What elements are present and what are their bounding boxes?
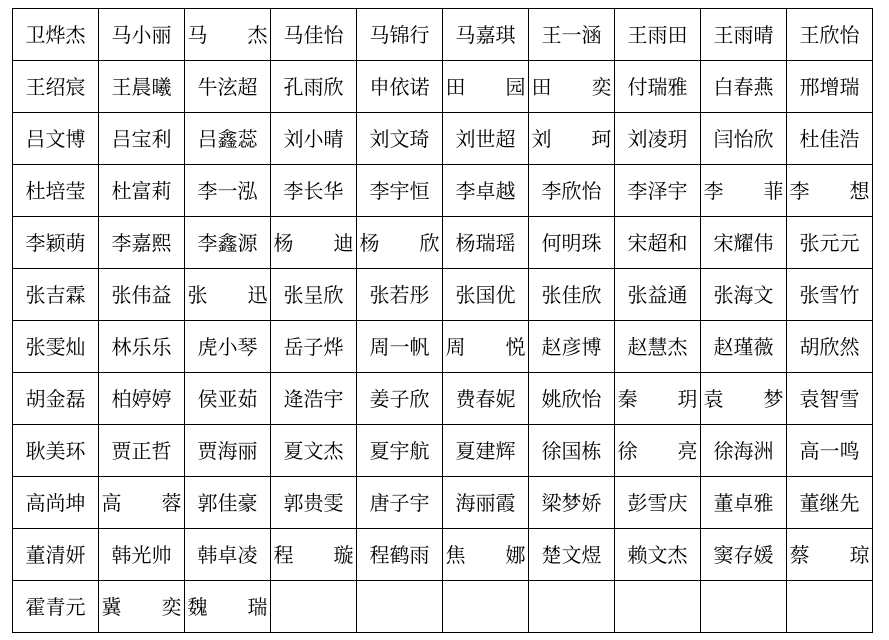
name-cell: 胡欣然 [787,321,873,373]
name-cell: 张 迅 [185,269,271,321]
name-cell: 张佳欣 [529,269,615,321]
name-cell: 王雨田 [615,9,701,61]
table-row [13,61,873,113]
table-row [13,113,873,165]
name-cell: 马锦行 [357,9,443,61]
name-cell: 李 菲 [701,165,787,217]
table-row [13,477,873,529]
name-cell: 宋超和 [615,217,701,269]
name-cell: 马佳怡 [271,9,357,61]
empty-cell [615,581,701,633]
name-cell: 高尚坤 [13,477,99,529]
name-cell: 高一鸣 [787,425,873,477]
name-cell: 杨 迪 [271,217,357,269]
table-row [13,217,873,269]
name-cell: 贾正哲 [99,425,185,477]
name-cell: 杨瑞瑶 [443,217,529,269]
name-cell: 夏建辉 [443,425,529,477]
name-cell: 王一涵 [529,9,615,61]
name-cell: 李 想 [787,165,873,217]
name-cell: 赵瑾薇 [701,321,787,373]
name-cell: 吕鑫蕊 [185,113,271,165]
name-cell: 冀 奕 [99,581,185,633]
name-cell: 徐海洲 [701,425,787,477]
name-cell: 柏婷婷 [99,373,185,425]
name-cell: 魏 瑞 [185,581,271,633]
name-cell: 赵彦博 [529,321,615,373]
name-cell: 张若彤 [357,269,443,321]
name-cell: 焦 娜 [443,529,529,581]
empty-cell [443,581,529,633]
name-cell: 杜佳浩 [787,113,873,165]
table-row [13,425,873,477]
name-cell: 杜培莹 [13,165,99,217]
empty-cell [529,581,615,633]
name-cell: 程 璇 [271,529,357,581]
name-cell: 李嘉熙 [99,217,185,269]
name-cell: 何明珠 [529,217,615,269]
name-cell: 姚欣怡 [529,373,615,425]
name-cell: 白春燕 [701,61,787,113]
name-cell: 费春妮 [443,373,529,425]
name-cell: 宋耀伟 [701,217,787,269]
name-cell: 窦存媛 [701,529,787,581]
name-cell: 付瑞雅 [615,61,701,113]
name-cell: 吕宝利 [99,113,185,165]
name-cell: 袁 梦 [701,373,787,425]
name-cell: 秦 玥 [615,373,701,425]
empty-cell [357,581,443,633]
name-cell: 杨 欣 [357,217,443,269]
name-cell: 马 杰 [185,9,271,61]
name-cell: 张吉霖 [13,269,99,321]
name-cell: 孔雨欣 [271,61,357,113]
table-row [13,269,873,321]
name-cell: 张伟益 [99,269,185,321]
name-cell: 程鹤雨 [357,529,443,581]
name-cell: 林乐乐 [99,321,185,373]
name-cell: 王雨晴 [701,9,787,61]
name-cell: 楚文煜 [529,529,615,581]
name-cell: 郭贵雯 [271,477,357,529]
table-row [13,321,873,373]
name-cell: 董清妍 [13,529,99,581]
name-cell: 姜子欣 [357,373,443,425]
name-cell: 李卓越 [443,165,529,217]
name-cell: 周一帆 [357,321,443,373]
name-cell: 张雪竹 [787,269,873,321]
name-cell: 李鑫源 [185,217,271,269]
table-row [13,373,873,425]
name-cell: 刘小晴 [271,113,357,165]
name-cell: 张雯灿 [13,321,99,373]
name-cell: 吕文博 [13,113,99,165]
name-cell: 韩光帅 [99,529,185,581]
empty-cell [787,581,873,633]
name-cell: 刘凌玥 [615,113,701,165]
table-row [13,581,873,633]
name-cell: 徐国栋 [529,425,615,477]
name-cell: 闫怡欣 [701,113,787,165]
name-cell: 彭雪庆 [615,477,701,529]
name-cell: 刘世超 [443,113,529,165]
name-cell: 夏宇航 [357,425,443,477]
name-cell: 王欣怡 [787,9,873,61]
name-cell: 岳子烨 [271,321,357,373]
name-cell: 田 奕 [529,61,615,113]
name-cell: 张呈欣 [271,269,357,321]
name-cell: 卫烨杰 [13,9,99,61]
empty-cell [271,581,357,633]
name-cell: 李一泓 [185,165,271,217]
name-table-body [13,9,873,633]
name-cell: 梁梦娇 [529,477,615,529]
name-cell: 霍青元 [13,581,99,633]
name-cell: 李长华 [271,165,357,217]
name-cell: 刘 珂 [529,113,615,165]
name-cell: 夏文杰 [271,425,357,477]
name-cell: 申依诺 [357,61,443,113]
name-cell: 刘文琦 [357,113,443,165]
name-cell: 逄浩宇 [271,373,357,425]
name-cell: 周 悦 [443,321,529,373]
name-cell: 张益通 [615,269,701,321]
name-table [12,8,873,633]
name-cell: 马嘉琪 [443,9,529,61]
name-cell: 蔡 琼 [787,529,873,581]
name-cell: 杜富莉 [99,165,185,217]
name-cell: 唐子宇 [357,477,443,529]
name-cell: 马小丽 [99,9,185,61]
empty-cell [701,581,787,633]
table-row [13,529,873,581]
name-cell: 田 园 [443,61,529,113]
name-cell: 王晨曦 [99,61,185,113]
name-cell: 高 蓉 [99,477,185,529]
name-cell: 李颖萌 [13,217,99,269]
name-cell: 赖文杰 [615,529,701,581]
name-cell: 袁智雪 [787,373,873,425]
name-cell: 李欣怡 [529,165,615,217]
name-cell: 张元元 [787,217,873,269]
name-cell: 董继先 [787,477,873,529]
name-cell: 牛泫超 [185,61,271,113]
table-row [13,9,873,61]
name-cell: 海丽霞 [443,477,529,529]
name-cell: 张国优 [443,269,529,321]
name-cell: 邢增瑞 [787,61,873,113]
name-cell: 虎小琴 [185,321,271,373]
name-cell: 董卓雅 [701,477,787,529]
name-cell: 侯亚茹 [185,373,271,425]
name-cell: 李宇恒 [357,165,443,217]
name-cell: 张海文 [701,269,787,321]
name-cell: 耿美环 [13,425,99,477]
name-cell: 赵慧杰 [615,321,701,373]
table-row [13,165,873,217]
name-cell: 李泽宇 [615,165,701,217]
name-cell: 韩卓凌 [185,529,271,581]
name-cell: 郭佳豪 [185,477,271,529]
name-cell: 徐 亮 [615,425,701,477]
name-cell: 胡金磊 [13,373,99,425]
name-cell: 贾海丽 [185,425,271,477]
name-cell: 王绍宸 [13,61,99,113]
